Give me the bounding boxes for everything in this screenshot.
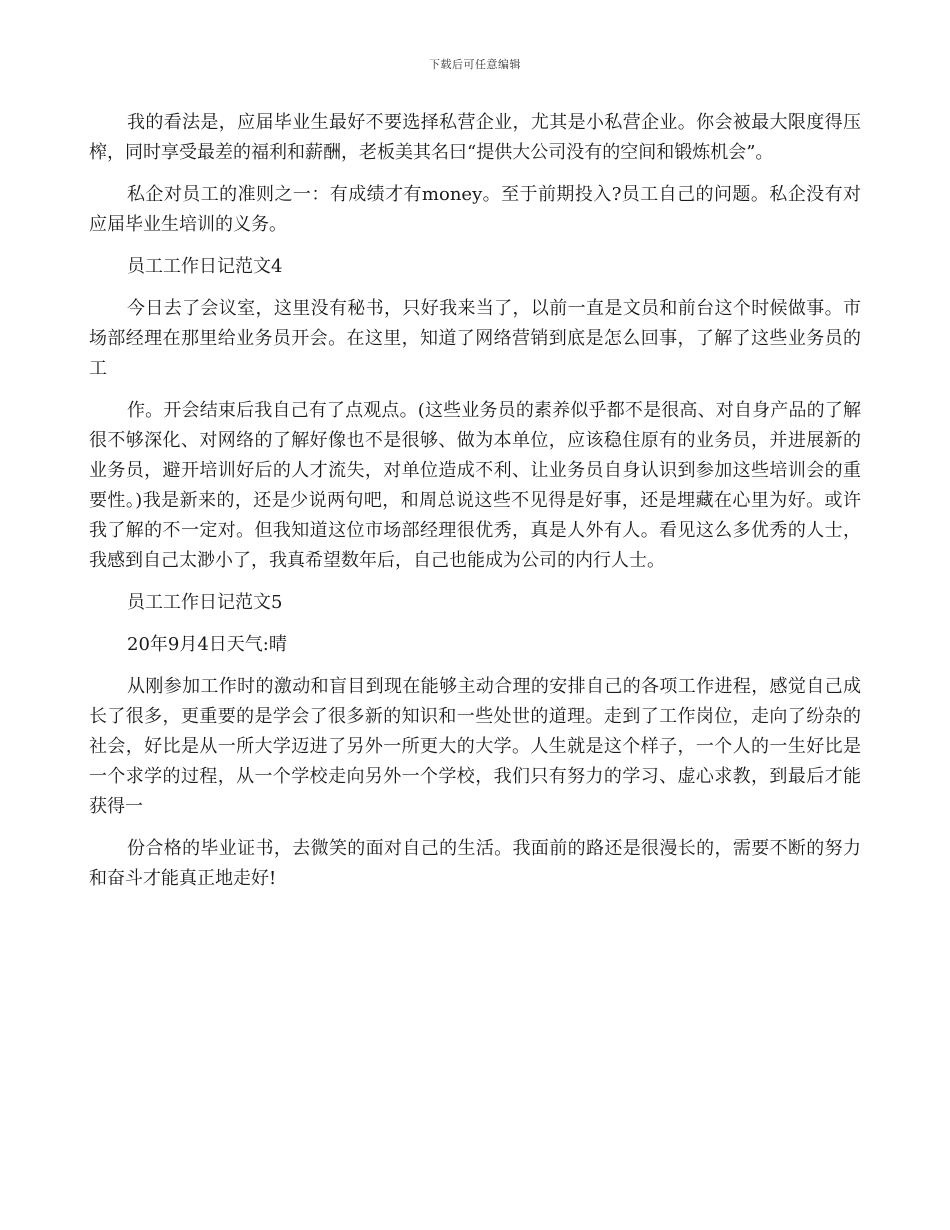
diary-date-weather: 20年9月4日天气:晴 [127,634,287,655]
paragraph-private-enterprise: 私企对员工的准则之一：有成绩才有money。至于前期投入?员工自己的问题。私企没有对应届毕业生培训的义务。 [89,184,861,235]
paragraph-conclusion: 份合格的毕业证书，去微笑的面对自己的生活。我面前的路还是很漫长的，需要不断的努力和奋斗才能真正地走好! [89,838,861,889]
paragraph-opinion: 我的看法是，应届毕业生最好不要选择私营企业，尤其是小私营企业。你会被最大限度得压榨，同时享受最差的福利和薪酬，老板美其名曰“提供大公司没有的空间和锻炼机会”。 [89,112,861,163]
paragraph-meeting-thoughts: 作。开会结束后我自己有了点观点。(这些业务员的素养似乎都不是很高、对自身产品的了解很不够深化、对网络的了解好像也不是很够、做为本单位，应该稳住原有的业务员，并进展新的业务员，避开培训好后的人才流失，对单位造成不利、让业务员自身认识到参加这些培训会的重要性。)我是新来的，还是少说两句吧，和周总说这些不见得是好事，还是埋藏在心里为好。或许我了解的不一定对。但我知道这位市场部经理很优秀，真是人外有人。看见这么多优秀的人士，我感到自己太渺小了，我真希望数年后，自己也能成为公司的内行人士。 [89,400,861,571]
page-header: 下载后可任意编辑 [429,58,521,71]
paragraph-growth: 从刚参加工作时的激动和盲目到现在能够主动合理的安排自己的各项工作进程，感觉自己成长了很多，更重要的是学会了很多新的知识和一些处世的道理。走到了工作岗位，走向了纷杂的社会，好比是从一所大学迈进了另外一所更大的大学。人生就是这个样子，一个人的一生好比是一个求学的过程，从一个学校走向另外一个学校，我们只有努力的学习、虚心求教，到最后才能获得一 [89,676,861,817]
section-heading-sample-5: 员工工作日记范文5 [127,592,283,613]
paragraph-meeting-room: 今日去了会议室，这里没有秘书，只好我来当了，以前一直是文员和前台这个时候做事。市场部经理在那里给业务员开会。在这里，知道了网络营销到底是怎么回事，了解了这些业务员的工 [89,298,861,379]
section-heading-sample-4: 员工工作日记范文4 [127,256,283,277]
document-body [89,108,861,906]
